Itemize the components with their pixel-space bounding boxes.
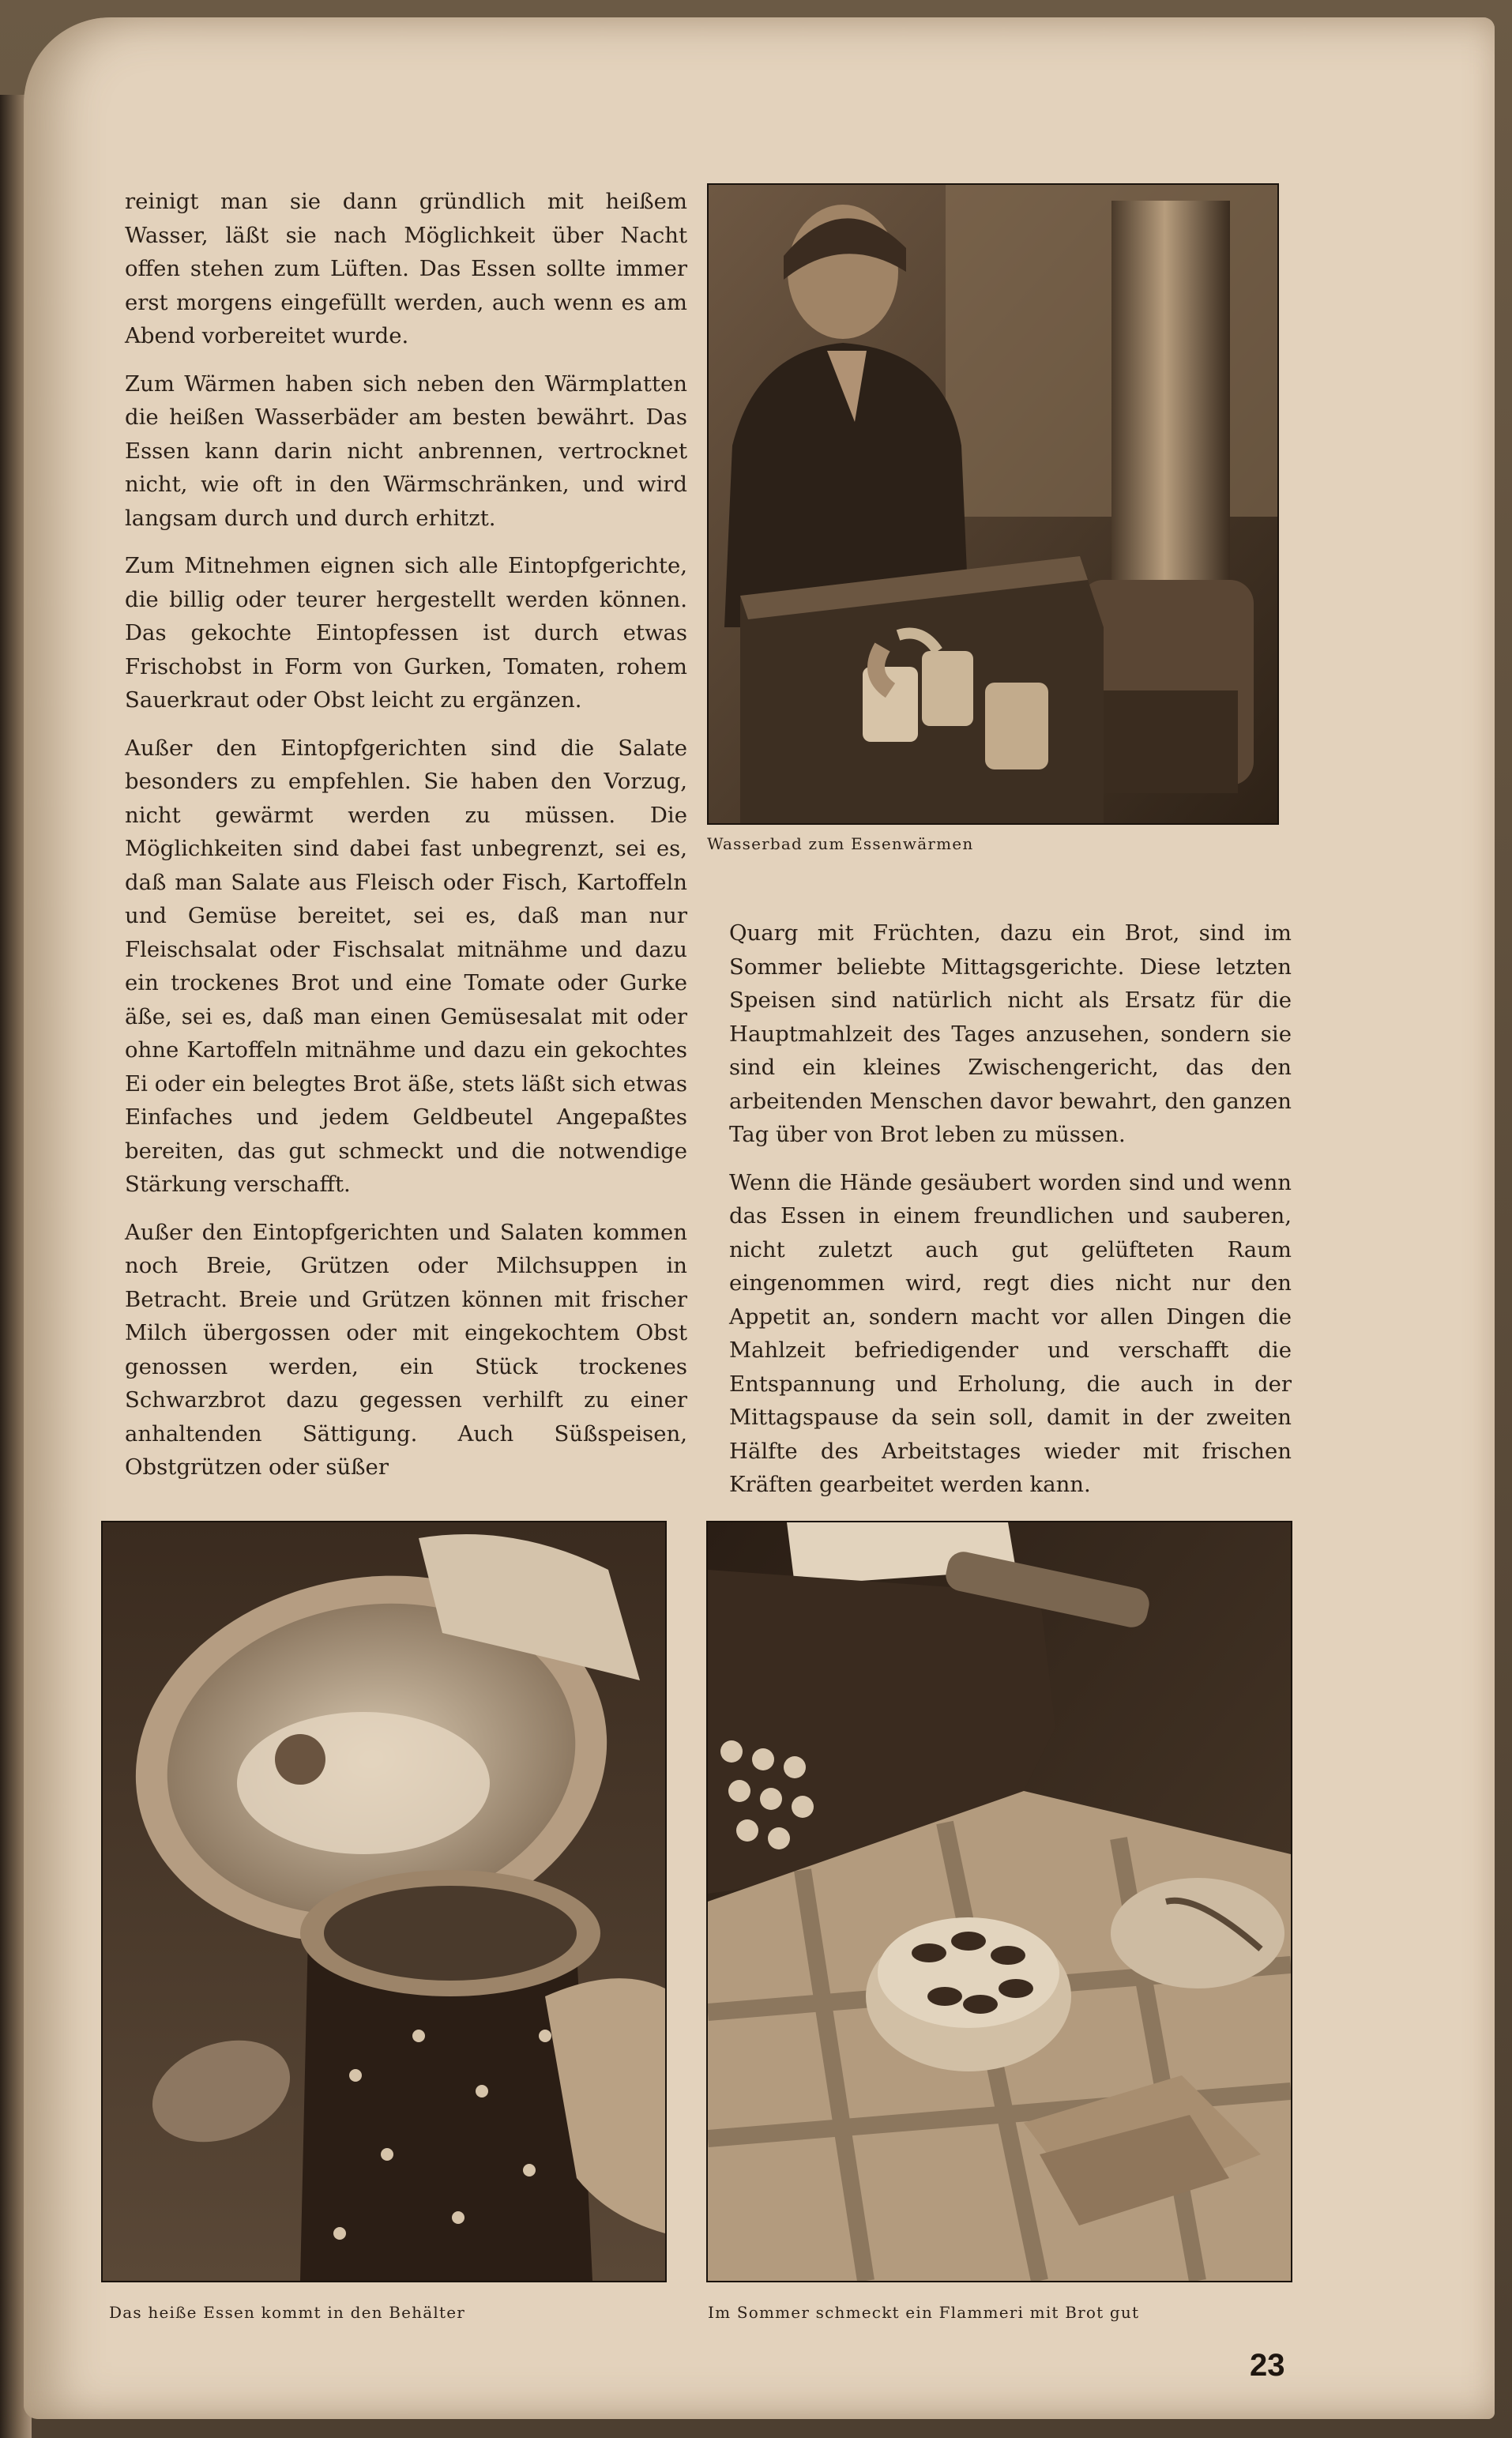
caption-summer-meal: Im Sommer schmeckt ein Flammeri mit Brot gut [708,2303,1140,2322]
photo-summer-meal [706,1521,1292,2282]
paragraph: Zum Mitnehmen eignen sich alle Eintopfgerichte, die billig oder teurer hergestellt werden können. Das gekochte Eintopfessen ist durch etwas Frischobst in Form von Gurken, Tomaten, rohem Sauerkraut oder Obst leicht zu ergänzen. [125,553,687,713]
paragraph: Außer den Eintopfgerichten sind die Salate besonders zu empfehlen. Sie haben den Vorzug, nicht gewärmt werden zu müssen. Die Möglichkeiten sind dabei fast unbegrenzt, sei es, daß man Salate aus Fleisch oder Fisch, Kartoffeln und Gemüse bereitet, sei es, daß man nur Fleischsalat oder Fischsalat mitnähme und dazu ein trockenes Brot und eine Tomate oder Gurke äße, sei es, daß man einen Gemüsesalat mit oder ohne Kartoffeln mitnähme und dazu ein gekochtes Ei oder ein belegtes Brot äße, stets läßt sich etwas Einfaches und jedem Geldbeutel Angepaßtes bereiten, das gut schmeckt und die notwendige Stärkung verschafft. [125,735,687,1197]
photo-food-container [101,1521,667,2282]
paragraph: Quarg mit Früchten, dazu ein Brot, sind im Sommer beliebte Mittagsgerichte. Diese letzten Speisen sind natürlich nicht als Ersatz für die Hauptmahlzeit des Tages anzusehen, sondern sie sind ein kleines Zwischengericht, das den arbeitenden Menschen davor bewahrt, den ganzen Tag über von Brot leben zu müssen. [729,920,1292,1147]
page-number: 23 [1250,2348,1285,2383]
paragraph: Wenn die Hände gesäubert worden sind und wenn das Essen in einem freundlichen und sauberen, nicht zuletzt auch gut gelüfteten Raum eingenommen wird, regt dies nicht nur den Appetit an, sondern macht vor allen Dingen die Mahlzeit befriedigender und verschafft die Entspannung und Erholung, die auch in der Mittagspause da sein soll, damit in der zweiten Hälfte des Arbeitstages wieder mit frischen Kräften gearbeitet werden kann. [729,1169,1292,1497]
paragraph: reinigt man sie dann gründlich mit heißem Wasser, läßt sie nach Möglichkeit über Nacht offen stehen zum Lüften. Das Essen sollte immer erst morgens eingefüllt werden, auch wenn es am Abend vorbereitet wurde. [125,189,687,348]
paragraph: Außer den Eintopfgerichten und Salaten kommen noch Breie, Grützen oder Milchsuppen in Betracht. Breie und Grützen können mit frischer Milch übergossen oder mit eingekochtem Obst genossen werden, ein Stück trockenes Schwarzbrot dazu gegessen verhilft zu einer anhaltenden Sättigung. Auch Süßspeisen, Obstgrützen oder süßer [125,1219,687,1480]
photo-water-bath [707,183,1279,825]
magazine-page [24,17,1495,2419]
summer-meal-image [708,1522,1291,2281]
left-text-column [125,185,687,1499]
paragraph: Zum Wärmen haben sich neben den Wärmplatten die heißen Wasserbäder am besten bewährt. Das Essen kann darin nicht anbrennen, vertrocknet nicht, wie oft in den Wärmschränken, und wird langsam durch und durch erhitzt. [125,371,687,531]
food-container-image [103,1522,665,2281]
caption-water-bath: Wasserbad zum Essenwärmen [707,834,974,853]
right-text-column [729,916,1292,1516]
caption-food-container: Das heiße Essen kommt in den Behälter [109,2303,466,2322]
water-bath-image [709,185,1277,823]
